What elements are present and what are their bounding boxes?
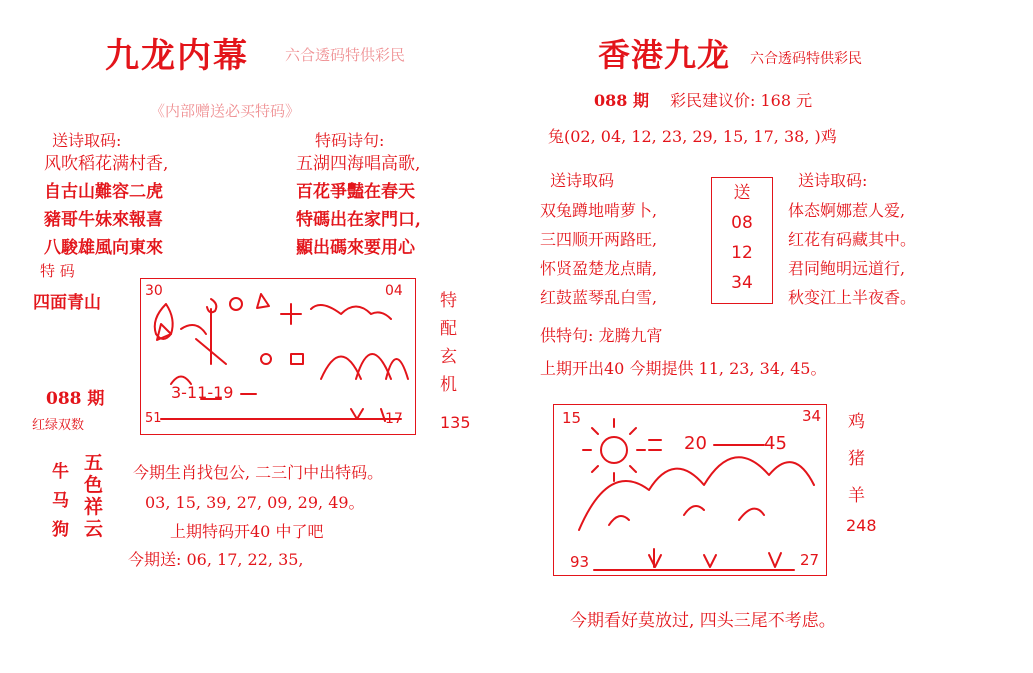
poem-line: 风吹稻花满村香, [44, 154, 169, 174]
left-drawing [140, 278, 416, 435]
right-issue: 088 期 [594, 91, 649, 110]
left-poem-b-heading: 特码诗句: [315, 131, 385, 150]
price-label: 彩民建议价: 168 元 [670, 91, 813, 110]
left-side-label: 特 配 玄 机 [440, 291, 457, 395]
left-poem-a [44, 150, 168, 262]
left-sketch [141, 279, 415, 434]
drawing-num: 3-11-19 [171, 383, 234, 402]
right-poem-b: 体态婀娜惹人爱, 红花有码藏其中。 君同鲍明远道行, 秋变江上半夜香。 [788, 201, 917, 307]
right-title: 香港九龙 [598, 36, 731, 74]
left-note: 《内部赠送必买特码》 [150, 102, 301, 120]
drawing-num: 93 [570, 553, 590, 571]
poem-line: 自古山難容二虎 [44, 182, 163, 202]
poem-line: 顯出碼來要用心 [296, 238, 415, 258]
left-line-4: 今期送: 06, 17, 22, 35, [128, 550, 304, 569]
four-faces: 四面青山 [33, 293, 101, 313]
left-poem-a-heading: 送诗取码: [52, 131, 122, 150]
drawing-num: 51 [145, 411, 162, 426]
left-issue: 088 期 [46, 389, 105, 409]
rabbit-line: 兔(02, 04, 12, 23, 29, 15, 17, 38, )鸡 [548, 127, 837, 146]
left-subtitle: 六合透码特供彩民 [285, 46, 406, 64]
left-line-3: 上期特码开40 中了吧 [170, 522, 324, 541]
left-animals: 牛 马 狗 [52, 462, 69, 540]
poem-line: 特碼出在家門口, [296, 210, 421, 230]
right-footer: 今期看好莫放过, 四头三尾不考虑。 [570, 611, 836, 631]
drawing-num: 17 [385, 411, 403, 427]
left-title: 九龙内幕 [105, 36, 249, 76]
right-side-animals: 鸡 猪 羊 [848, 412, 865, 506]
drawing-num: 04 [385, 283, 403, 299]
right-drawing [553, 404, 827, 576]
drawing-num: 45 [764, 433, 787, 454]
red-green: 红绿双数 [32, 418, 85, 433]
drawing-num: 20 [684, 433, 707, 454]
left-line-1: 今期生肖找包公, 二三门中出特码。 [133, 463, 384, 482]
last-issue: 上期开出40 今期提供 11, 23, 34, 45。 [540, 359, 827, 378]
send-box: 送 08 12 34 [711, 177, 773, 304]
special-verse: 供特句: 龙腾九宵 [540, 326, 663, 345]
poem-line: 百花爭豔在春天 [296, 182, 415, 202]
right-sketch [554, 405, 826, 575]
right-side-number: 248 [846, 516, 877, 535]
right-poem-a: 双兔蹲地啃萝卜, 三四顺开两路旺, 怀贤盈楚龙点睛, 红鼓蓝琴乱白雪, [540, 201, 658, 307]
poem-line: 五湖四海唱高歌, [296, 154, 421, 174]
drawing-num: 27 [800, 551, 820, 569]
right-subtitle: 六合透码特供彩民 [750, 51, 862, 67]
drawing-num: 15 [562, 409, 582, 427]
poem-line: 豬哥牛妹來報喜 [44, 210, 163, 230]
te-label: 特 码 [40, 262, 75, 280]
five-color: 五 色 祥 云 [84, 452, 104, 540]
drawing-num: 34 [802, 407, 822, 425]
drawing-num: 30 [145, 283, 163, 299]
left-line-2: 03, 15, 39, 27, 09, 29, 49。 [145, 493, 365, 512]
right-poem-a-heading: 送诗取码 [550, 171, 615, 190]
right-poem-b-heading: 送诗取码: [798, 171, 868, 190]
left-poem-b [296, 150, 421, 262]
poem-line: 八駿雄風向東來 [44, 238, 163, 258]
left-side-number: 135 [440, 413, 471, 432]
